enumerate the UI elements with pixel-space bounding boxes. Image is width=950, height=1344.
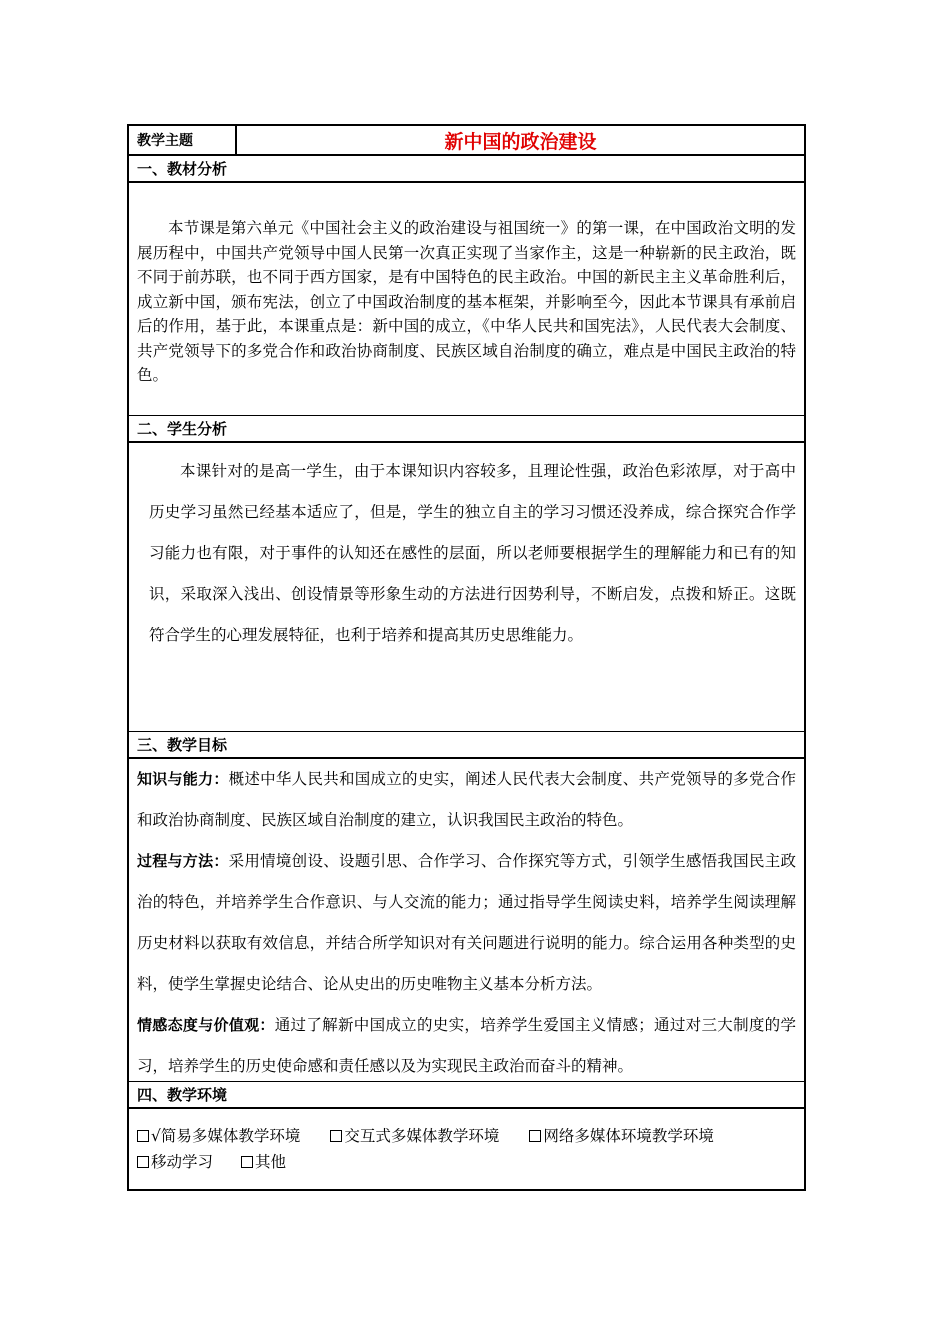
material-analysis-text: 本节课是第六单元《中国社会主义的政治建设与祖国统一》的第一课，在中国政治文明的发展历程中，中国共产党领导中国人民第一次真正实现了当家作主，这是一种崭新的民主政治，既不同于前苏联，也不同于西方国家，是有中国特色的民主政治。中国的新民主主义革命胜利后，成立新中国，颁布宪法，创立了中国政治制度的基本框架，并影响至今，因此本节课具有承前启后的作用，基于此，本课重点是：新中国的成立，《中华人民共和国宪法》，人民代表大会制度、共产党领导下的多党合作和政治协商制度、民族区域自治制度的确立，难点是中国民主政治的特色。 — [137, 219, 796, 384]
goal-text: 通过了解新中国成立的史实，培养学生爱国主义情感；通过对三大制度的学习，培养学生的历史使命感和责任感以及为实现民主政治而奋斗的精神。 — [137, 1016, 796, 1075]
topic-title: 新中国的政治建设 — [444, 130, 597, 153]
checkbox-icon[interactable] — [137, 1130, 149, 1142]
env-option[interactable]: 其他 — [241, 1149, 286, 1175]
goal-knowledge — [137, 759, 796, 841]
section-heading-environment: 四、教学环境 — [129, 1082, 804, 1109]
section-heading-goals: 三、教学目标 — [129, 732, 804, 759]
section-heading-students: 二、学生分析 — [129, 416, 804, 443]
goal-process — [137, 841, 796, 1005]
checkbox-icon[interactable] — [529, 1130, 541, 1142]
goal-emotion — [137, 1005, 796, 1087]
material-analysis-cell — [129, 183, 804, 416]
lesson-plan-table — [127, 124, 806, 1191]
goal-label: 知识与能力： — [137, 770, 229, 788]
environment-cell — [129, 1109, 804, 1189]
env-option[interactable]: 交互式多媒体教学环境 — [330, 1123, 499, 1149]
checkbox-icon[interactable] — [241, 1156, 253, 1168]
student-analysis-cell — [129, 443, 804, 732]
student-analysis-text: 本课针对的是高一学生，由于本课知识内容较多，且理论性强，政治色彩浓厚，对于高中历史学习虽然已经基本适应了，但是，学生的独立自主的学习习惯还没养成，综合探究合作学习能力也有限，对于事件的认知还在感性的层面，所以老师要根据学生的理解能力和已有的知识，采取深入浅出、创设情景等形象生动的方法进行因势利导，不断启发，点拨和矫正。这既符合学生的心理发展特征，也利于培养和提高其历史思维能力。 — [149, 462, 796, 644]
topic-row — [129, 126, 804, 156]
goal-text: 采用情境创设、设题引思、合作学习、合作探究等方式，引领学生感悟我国民主政治的特色，并培养学生合作意识、与人交流的能力；通过指导学生阅读史料，培养学生阅读理解历史材料以获取有效信息，并结合所学知识对有关问题进行说明的能力。综合运用各种类型的史料，使学生掌握史论结合、论从史出的历史唯物主义基本分析方法。 — [137, 852, 796, 993]
checkbox-icon[interactable] — [137, 1156, 149, 1168]
env-option[interactable]: 移动学习 — [137, 1149, 213, 1175]
goal-label: 过程与方法： — [137, 852, 229, 870]
env-option[interactable]: 网络多媒体环境教学环境 — [529, 1123, 714, 1149]
section-heading-material: 一、教材分析 — [129, 156, 804, 183]
env-option[interactable]: √简易多媒体教学环境 — [137, 1123, 300, 1149]
topic-label: 教学主题 — [129, 126, 237, 154]
checkbox-icon[interactable] — [330, 1130, 342, 1142]
goal-label: 情感态度与价值观： — [137, 1016, 275, 1034]
goal-text: 概述中华人民共和国成立的史实，阐述人民代表大会制度、共产党领导的多党合作和政治协商制度、民族区域自治制度的建立，认识我国民主政治的特色。 — [137, 770, 796, 829]
teaching-goals-cell — [129, 759, 804, 1082]
